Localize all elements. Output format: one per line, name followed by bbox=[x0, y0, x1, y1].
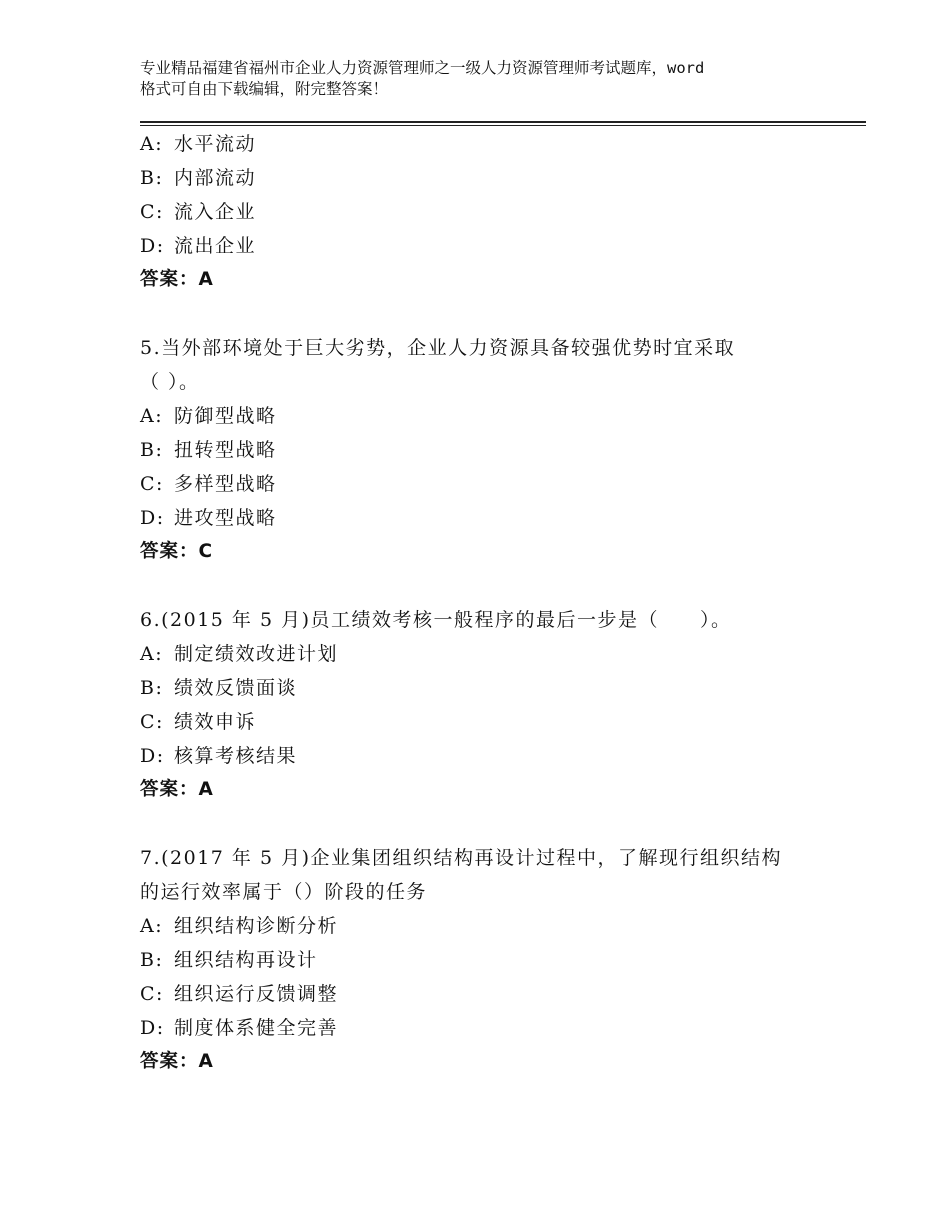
answer-option bbox=[140, 739, 860, 773]
option-key: A: bbox=[140, 643, 164, 665]
answer-option bbox=[140, 399, 860, 433]
option-text: 绩效反馈面谈 bbox=[174, 677, 298, 699]
question-block bbox=[140, 841, 860, 1079]
question-block bbox=[140, 331, 860, 569]
option-key: D: bbox=[140, 745, 165, 767]
answer-option bbox=[140, 909, 860, 943]
answer-option bbox=[140, 229, 860, 263]
option-key: B: bbox=[140, 167, 164, 189]
answer-key: 答案：C bbox=[140, 541, 214, 562]
answer-option bbox=[140, 127, 860, 161]
question-block bbox=[140, 127, 860, 297]
option-text: 制定绩效改进计划 bbox=[174, 643, 339, 665]
answer-option bbox=[140, 705, 860, 739]
answer-option bbox=[140, 467, 860, 501]
option-key: D: bbox=[140, 507, 165, 529]
option-text: 防御型战略 bbox=[174, 405, 277, 427]
option-text: 组织结构诊断分析 bbox=[174, 915, 339, 937]
question-stem: 的运行效率属于（）阶段的任务 bbox=[140, 881, 428, 903]
option-key: B: bbox=[140, 949, 164, 971]
option-text: 流入企业 bbox=[174, 201, 257, 223]
option-key: A: bbox=[140, 405, 164, 427]
header-divider-thin bbox=[140, 125, 866, 126]
question-stem: 5.当外部环境处于巨大劣势，企业人力资源具备较强优势时宜采取 bbox=[140, 337, 736, 359]
answer-option bbox=[140, 977, 860, 1011]
question-block bbox=[140, 603, 860, 807]
answer-key: 答案：A bbox=[140, 1051, 214, 1072]
answer-option bbox=[140, 433, 860, 467]
option-text: 内部流动 bbox=[174, 167, 257, 189]
answer-key: 答案：A bbox=[140, 269, 214, 290]
question-stem: （ ）。 bbox=[140, 371, 200, 393]
option-key: C: bbox=[140, 983, 164, 1005]
option-text: 绩效申诉 bbox=[174, 711, 257, 733]
option-key: C: bbox=[140, 711, 164, 733]
option-text: 扭转型战略 bbox=[174, 439, 277, 461]
header-line-2: 格式可自由下载编辑，附完整答案！ bbox=[140, 80, 389, 98]
question-list bbox=[140, 127, 860, 1079]
header-line-1: 专业精品福建省福州市企业人力资源管理师之一级人力资源管理师考试题库，word bbox=[140, 59, 705, 77]
answer-option bbox=[140, 1011, 860, 1045]
answer-option bbox=[140, 195, 860, 229]
answer-option bbox=[140, 501, 860, 535]
option-text: 多样型战略 bbox=[174, 473, 277, 495]
question-stem: 7.(2017 年 5 月)企业集团组织结构再设计过程中，了解现行组织结构 bbox=[140, 847, 783, 869]
option-key: A: bbox=[140, 133, 164, 155]
option-key: D: bbox=[140, 1017, 165, 1039]
option-text: 进攻型战略 bbox=[174, 507, 277, 529]
answer-option bbox=[140, 943, 860, 977]
option-key: B: bbox=[140, 677, 164, 699]
option-text: 制度体系健全完善 bbox=[174, 1017, 339, 1039]
answer-option bbox=[140, 637, 860, 671]
question-stem: 6.(2015 年 5 月)员工绩效考核一般程序的最后一步是（ ）。 bbox=[140, 609, 732, 631]
option-text: 组织结构再设计 bbox=[174, 949, 318, 971]
option-text: 水平流动 bbox=[174, 133, 257, 155]
header-divider-thick bbox=[140, 121, 866, 123]
option-text: 核算考核结果 bbox=[174, 745, 298, 767]
option-key: C: bbox=[140, 201, 164, 223]
option-key: A: bbox=[140, 915, 164, 937]
document-header bbox=[140, 58, 840, 100]
answer-option bbox=[140, 161, 860, 195]
option-text: 流出企业 bbox=[174, 235, 257, 257]
option-key: D: bbox=[140, 235, 165, 257]
answer-key: 答案：A bbox=[140, 779, 214, 800]
answer-option bbox=[140, 671, 860, 705]
option-key: B: bbox=[140, 439, 164, 461]
option-text: 组织运行反馈调整 bbox=[174, 983, 339, 1005]
option-key: C: bbox=[140, 473, 164, 495]
